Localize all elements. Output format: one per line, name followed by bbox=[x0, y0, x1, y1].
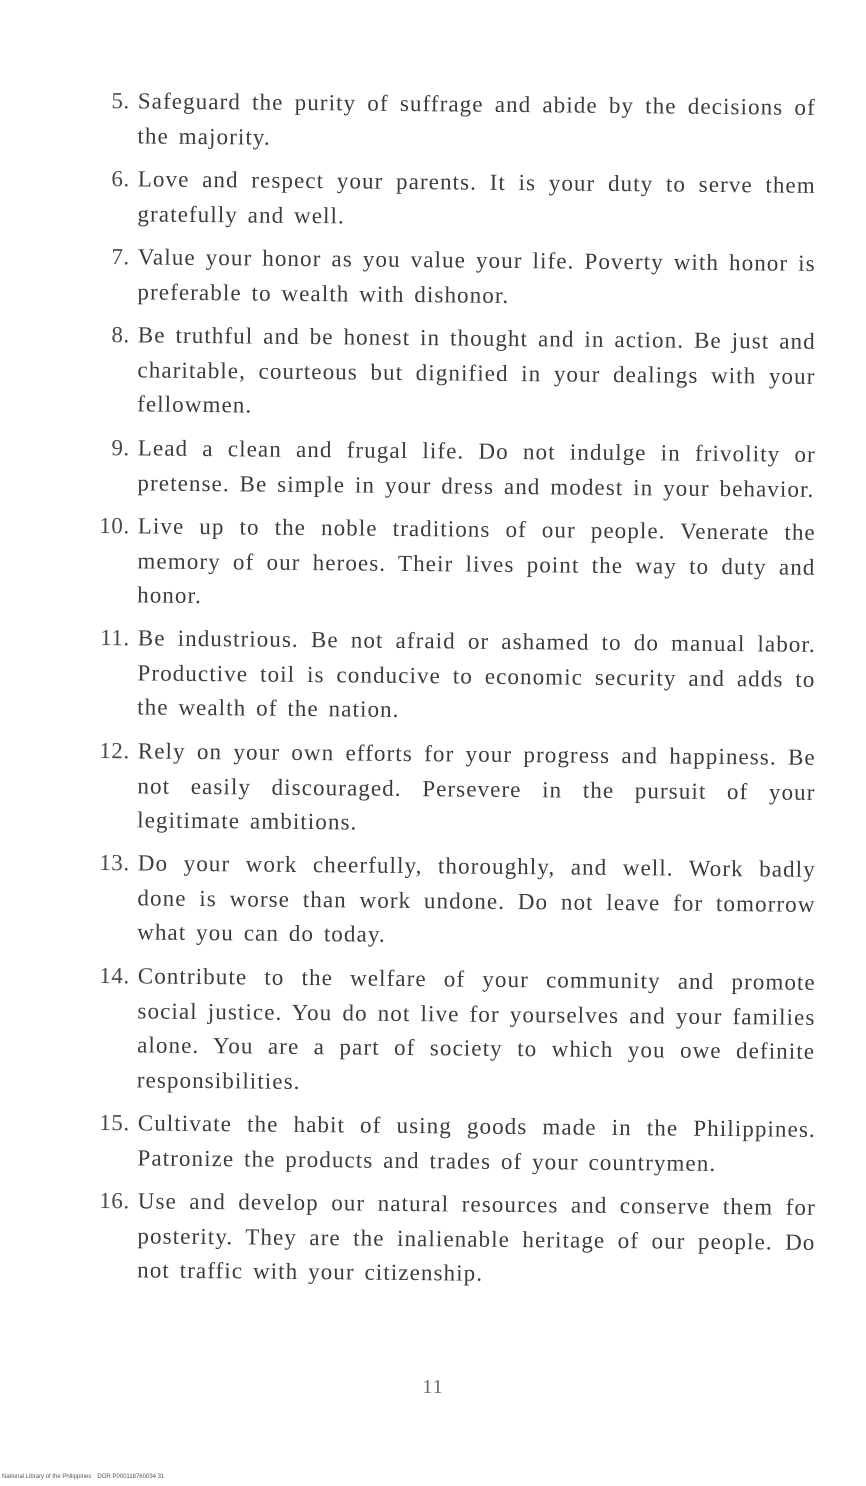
precept-number: 14. bbox=[99, 962, 130, 988]
precept-text: Contribute to the welfare of your community and promote social justice. You do not live for yourselves and your families alone. You are a part of society to which you owe definite responsibilities. bbox=[136, 962, 816, 1093]
precept-text: Value your honor as you value your life. Poverty with honor is preferable to wealth with dishonor. bbox=[137, 244, 816, 308]
precept-text: Rely on your own efforts for your progress and happiness. Be not easily discouraged. Persevere in the pursuit of your legitimate ambitions. bbox=[137, 737, 816, 835]
precept-number: 12. bbox=[99, 737, 130, 763]
precept-number: 11. bbox=[100, 625, 130, 651]
precept-text: Live up to the noble traditions of our people. Venerate the memory of our heroes. Their lives point the way to duty and honor. bbox=[137, 512, 816, 608]
precept-item bbox=[95, 1106, 816, 1182]
scan-credit-code: DOR P000118760034 31 bbox=[97, 1474, 165, 1480]
precept-number: 5. bbox=[111, 88, 130, 114]
precept-item bbox=[95, 509, 816, 619]
precept-list bbox=[96, 84, 816, 1296]
precept-number: 9. bbox=[111, 434, 130, 460]
precept-text: Love and respect your parents. It is your duty to serve them gratefully and well. bbox=[137, 166, 816, 228]
precept-number: 7. bbox=[111, 244, 130, 270]
precept-item bbox=[95, 84, 816, 160]
precept-text: Use and develop our natural resources and conserve them for posterity. They are the inalienable heritage of our people. Do not traffic with your citizenship. bbox=[137, 1187, 816, 1286]
scan-credit bbox=[2, 1474, 164, 1480]
precept-number: 6. bbox=[111, 166, 130, 192]
precept-item bbox=[95, 1184, 816, 1294]
precept-number: 10. bbox=[99, 512, 130, 538]
precept-number: 8. bbox=[111, 322, 130, 348]
precept-item bbox=[95, 162, 816, 238]
precept-text: Be truthful and be honest in thought and in action. Be just and charitable, courteous but dignified in your dealings with your fellowmen. bbox=[137, 322, 816, 418]
precept-number: 16. bbox=[99, 1187, 130, 1213]
precept-text: Safeguard the purity of suffrage and abide by the decisions of the majority. bbox=[137, 88, 816, 150]
precept-text: Do your work cheerfully, thoroughly, and well. Work badly done is worse than work undone. Do not leave for tomorrow what you can do today. bbox=[137, 850, 816, 947]
precept-text: Be industrious. Be not afraid or ashamed to do manual labor. Productive toil is conducive to economic security and adds to the wealth of the nation. bbox=[137, 625, 816, 722]
precept-item bbox=[95, 621, 816, 731]
precept-item bbox=[95, 431, 816, 507]
precept-item bbox=[95, 846, 816, 956]
precept-item bbox=[95, 959, 816, 1104]
precept-number: 15. bbox=[99, 1109, 130, 1135]
precept-item bbox=[95, 240, 816, 316]
precept-text: Cultivate the habit of using goods made in the Philippines. Patronize the products and trades of your countrymen. bbox=[137, 1109, 816, 1175]
precept-item bbox=[95, 734, 816, 844]
precept-text: Lead a clean and frugal life. Do not indulge in frivolity or pretense. Be simple in your dress and modest in your behavior. bbox=[137, 434, 816, 501]
precept-number: 13. bbox=[99, 850, 130, 876]
page-number: 11 bbox=[422, 1376, 444, 1398]
scan-credit-institution: National Library of the Philippines bbox=[2, 1474, 92, 1480]
precept-item bbox=[95, 318, 816, 428]
